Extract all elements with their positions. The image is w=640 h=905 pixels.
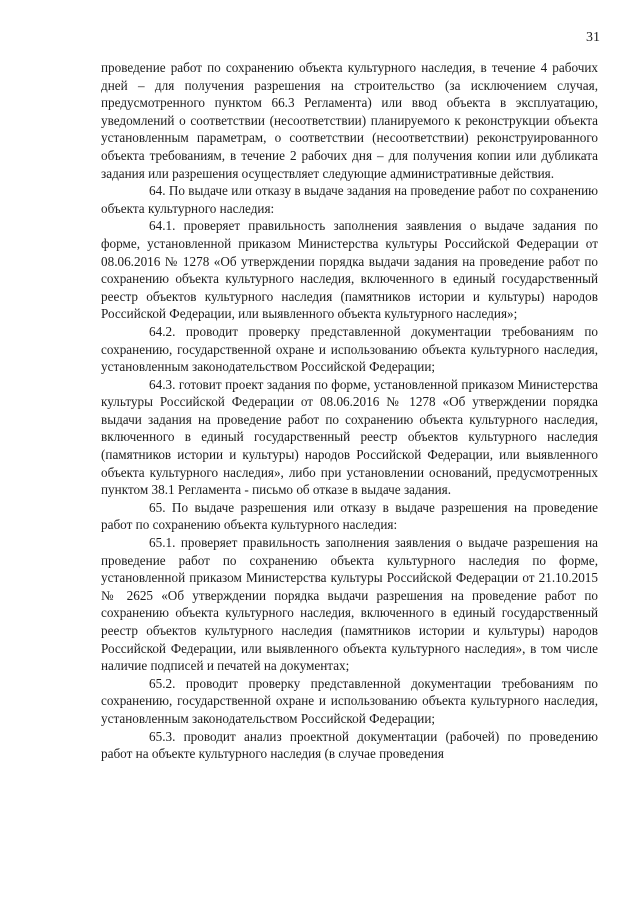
paragraph-64-1: 64.1. проверяет правильность заполнения заявления о выдаче задания по форме, установленной приказом Министерства культуры Российской Федерации от 08.06.2016 № 1278 «Об утверждении порядка выдачи задания на проведение работ по сохранению объекта культурного наследия, включенного в единый государственный реестр объектов культурного наследия (памятников истории и культуры) народов Российской Федерации, или выявленного объекта культурного наследия»; (101, 218, 598, 322)
paragraph-64-2: 64.2. проводит проверку представленной документации требованиям по сохранению, государственной охране и использованию объекта культурного наследия, установленным законодательством Российской Федерации; (101, 323, 598, 375)
paragraph-continuation: проведение работ по сохранению объекта культурного наследия, в течение 4 рабочих дней – для получения разрешения на строительство (за исключением случая, предусмотренного пунктом 66.3 Регламента) или ввод объекта в эксплуатацию, уведомлений о соответствии (несоответствии) планируемого к реконструкции объекта установленным параметрам, о соответствии (несоответствии) реконструированного объекта требованиям, в течение 2 рабочих дня – для получения копии или дубликата задания или разрешения осуществляет следующие административные действия. (101, 60, 598, 181)
page-number: 31 (586, 30, 600, 45)
paragraph-65-3: 65.3. проводит анализ проектной документации (рабочей) по проведению работ на объекте культурного наследия (в случае проведения (101, 728, 598, 762)
document-body (101, 59, 598, 763)
paragraph-65-2: 65.2. проводит проверку представленной документации требованиям по сохранению, государственной охране и использованию объекта культурного наследия, установленным законодательством Российской Федерации; (101, 675, 598, 726)
paragraph-65-1: 65.1. проверяет правильность заполнения заявления о выдаче разрешения на проведение работ по сохранению объекта культурного наследия по форме, установленной приказом Министерства культуры Российской Федерации от 21.10.2015 № 2625 «Об утверждении порядка выдачи разрешения на проведение работ по сохранению объекта культурного наследия, включенного в единый государственный реестр объектов культурного наследия (памятников истории и культуры) народов Российской Федерации, или выявленного объекта культурного наследия», в том числе наличие подписей и печатей на документах; (101, 535, 598, 674)
paragraph-65: 65. По выдаче разрешения или отказу в выдаче разрешения на проведение работ по сохранению объекта культурного наследия: (101, 499, 598, 533)
paragraph-64-3: 64.3. готовит проект задания по форме, установленной приказом Министерства культуры Российской Федерации от 08.06.2016 № 1278 «Об утверждении порядка выдачи задания на проведение работ по сохранению объекта культурного наследия, включенного в единый государственный реестр объектов культурного наследия (памятников истории и культуры) народов Российской Федерации, или выявленного объекта культурного наследия», либо при установлении оснований, предусмотренных пунктом 38.1 Регламента - письмо об отказе в выдаче задания. (101, 376, 598, 498)
paragraph-64: 64. По выдаче или отказу в выдаче задания на проведение работ по сохранению объекта культурного наследия: (101, 183, 598, 216)
